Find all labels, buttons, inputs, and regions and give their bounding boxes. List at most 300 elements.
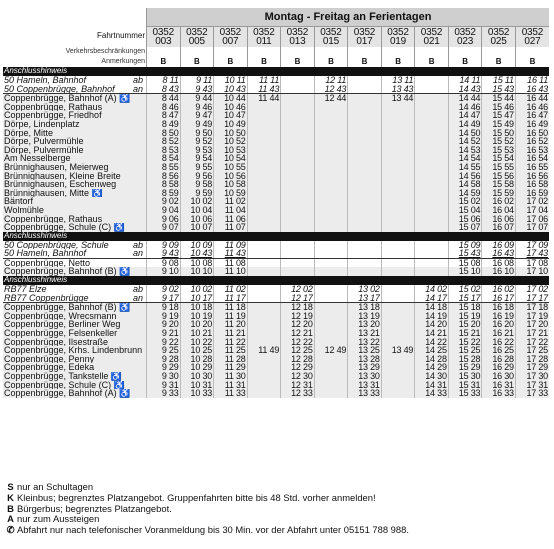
time-cell: 16 46 bbox=[515, 103, 549, 112]
note-cell: B bbox=[415, 57, 449, 67]
stop-name bbox=[3, 267, 147, 276]
note-cell: B bbox=[482, 57, 516, 67]
stop-name-text: Brünnighausen, Kleine Breite bbox=[4, 171, 121, 181]
time-cell bbox=[348, 189, 382, 198]
stop-name bbox=[3, 381, 147, 390]
time-cell: 14 28 bbox=[415, 355, 449, 364]
time-cell: 13 21 bbox=[348, 329, 382, 338]
time-cell bbox=[381, 163, 415, 172]
time-cell bbox=[281, 103, 315, 112]
time-cell bbox=[314, 172, 348, 181]
time-cell bbox=[415, 258, 449, 267]
trip-number-bottom: 023 bbox=[457, 36, 474, 47]
time-cell: 12 20 bbox=[281, 320, 315, 329]
time-cell bbox=[381, 154, 415, 163]
time-cell: 11 43 bbox=[214, 249, 248, 258]
time-cell: 15 46 bbox=[482, 103, 516, 112]
time-cell: 16 19 bbox=[482, 312, 516, 321]
time-cell bbox=[247, 180, 281, 189]
page-title: Montag - Freitag an Ferientagen bbox=[147, 8, 550, 27]
stop-row bbox=[3, 206, 549, 215]
time-cell: 10 09 bbox=[180, 241, 214, 250]
time-cell: 13 28 bbox=[348, 355, 382, 364]
time-cell: 10 59 bbox=[214, 189, 248, 198]
verkehr-cell bbox=[147, 47, 181, 57]
legend-text: Kleinbus; begrenztes Platzangebot. Gruppenfahrten bitte bis 48 Std. vorher anmelden! bbox=[17, 491, 376, 503]
time-cell: 15 21 bbox=[448, 329, 482, 338]
time-cell: 9 29 bbox=[147, 363, 181, 372]
legend-item bbox=[4, 525, 409, 536]
time-cell bbox=[314, 303, 348, 312]
time-cell: 16 20 bbox=[482, 320, 516, 329]
time-cell: 12 21 bbox=[281, 329, 315, 338]
time-cell: 11 30 bbox=[214, 372, 248, 381]
time-cell bbox=[348, 146, 382, 155]
time-cell: 11 07 bbox=[214, 223, 248, 232]
time-cell bbox=[281, 180, 315, 189]
timetable-sheet bbox=[3, 8, 549, 398]
time-cell bbox=[348, 120, 382, 129]
stop-name-text: RB77 Coppenbrügge bbox=[4, 293, 89, 303]
time-cell: 14 49 bbox=[448, 120, 482, 129]
connection-row bbox=[3, 241, 549, 250]
time-cell: 15 55 bbox=[482, 163, 516, 172]
time-cell: 9 17 bbox=[147, 294, 181, 303]
time-cell bbox=[281, 146, 315, 155]
time-cell bbox=[381, 294, 415, 303]
time-cell bbox=[348, 241, 382, 250]
time-cell: 10 17 bbox=[180, 294, 214, 303]
time-cell: 16 30 bbox=[482, 372, 516, 381]
time-cell bbox=[314, 294, 348, 303]
time-cell bbox=[247, 303, 281, 312]
note-cell: B bbox=[448, 57, 482, 67]
time-cell: 13 33 bbox=[348, 389, 382, 398]
time-cell bbox=[415, 180, 449, 189]
trip-number bbox=[381, 27, 415, 48]
time-cell bbox=[314, 206, 348, 215]
time-cell bbox=[381, 215, 415, 224]
time-cell: 17 28 bbox=[515, 355, 549, 364]
time-cell: 17 17 bbox=[515, 294, 549, 303]
time-cell bbox=[415, 154, 449, 163]
stop-name bbox=[3, 338, 147, 347]
time-cell bbox=[381, 111, 415, 120]
stop-name bbox=[3, 137, 147, 146]
time-cell: 14 19 bbox=[415, 312, 449, 321]
stop-row bbox=[3, 303, 549, 312]
time-cell: 13 30 bbox=[348, 372, 382, 381]
time-cell bbox=[415, 189, 449, 198]
stop-name bbox=[3, 389, 147, 398]
trip-number bbox=[348, 27, 382, 48]
time-cell: 11 22 bbox=[214, 338, 248, 347]
time-cell: 16 07 bbox=[482, 223, 516, 232]
stop-row bbox=[3, 189, 549, 198]
time-cell: 9 07 bbox=[147, 223, 181, 232]
legend-key: K bbox=[7, 491, 14, 503]
time-cell: 10 02 bbox=[180, 285, 214, 294]
time-cell: 16 02 bbox=[482, 285, 516, 294]
time-cell bbox=[348, 94, 382, 103]
time-cell: 12 28 bbox=[281, 355, 315, 364]
stop-name-text: RB77 Elze bbox=[4, 285, 47, 294]
time-cell: 10 29 bbox=[180, 363, 214, 372]
stop-row bbox=[3, 215, 549, 224]
time-cell: 16 29 bbox=[482, 363, 516, 372]
stop-name bbox=[3, 329, 147, 338]
stop-name-text: Coppenbrügge, Rathaus bbox=[4, 102, 103, 112]
time-cell: 15 49 bbox=[482, 120, 516, 129]
time-cell: 17 04 bbox=[515, 206, 549, 215]
time-cell bbox=[247, 338, 281, 347]
arr-dep-marker: an bbox=[132, 293, 143, 303]
time-cell: 16 44 bbox=[515, 94, 549, 103]
time-cell: 13 25 bbox=[348, 346, 382, 355]
time-cell bbox=[314, 372, 348, 381]
time-cell: 14 29 bbox=[415, 363, 449, 372]
stop-name bbox=[3, 111, 147, 120]
time-cell: 13 20 bbox=[348, 320, 382, 329]
time-cell: 14 20 bbox=[415, 320, 449, 329]
arr-dep-marker: an bbox=[132, 84, 143, 94]
verkehr-cell bbox=[314, 47, 348, 57]
time-cell: 14 22 bbox=[415, 338, 449, 347]
time-cell bbox=[348, 85, 382, 94]
time-cell: 14 18 bbox=[415, 303, 449, 312]
note-cell: B bbox=[281, 57, 315, 67]
stop-name-text: Coppenbrügge, Schule (C) ♿ bbox=[4, 380, 125, 390]
time-cell: 16 59 bbox=[515, 189, 549, 198]
stop-row bbox=[3, 346, 549, 355]
time-cell bbox=[247, 241, 281, 250]
time-cell: 16 49 bbox=[515, 120, 549, 129]
stop-name-text: 50 Hameln, Bahnhof bbox=[4, 249, 87, 259]
time-cell: 16 55 bbox=[515, 163, 549, 172]
time-cell: 12 18 bbox=[281, 303, 315, 312]
trip-number-top: 0352 bbox=[487, 27, 510, 38]
verkehr-cell bbox=[415, 47, 449, 57]
title-blank bbox=[3, 8, 147, 27]
time-cell: 15 19 bbox=[448, 312, 482, 321]
time-cell: 15 30 bbox=[448, 372, 482, 381]
time-cell bbox=[348, 163, 382, 172]
time-cell: 10 21 bbox=[180, 329, 214, 338]
time-cell: 10 31 bbox=[180, 381, 214, 390]
time-cell: 16 52 bbox=[515, 137, 549, 146]
time-cell: 9 43 bbox=[180, 85, 214, 94]
trip-number-top: 0352 bbox=[353, 27, 376, 38]
time-cell: 10 55 bbox=[214, 163, 248, 172]
time-cell bbox=[281, 249, 315, 258]
time-cell: 10 53 bbox=[214, 146, 248, 155]
trip-number-top: 0352 bbox=[521, 27, 544, 38]
verkehr-cell bbox=[214, 47, 248, 57]
time-cell bbox=[247, 372, 281, 381]
time-cell: 16 04 bbox=[482, 206, 516, 215]
note-cell: B bbox=[381, 57, 415, 67]
legend-key: A bbox=[7, 513, 14, 525]
time-cell bbox=[381, 172, 415, 181]
stop-name-text: 50 Hameln, Bahnhof bbox=[4, 76, 87, 85]
time-cell: 9 02 bbox=[147, 285, 181, 294]
time-cell bbox=[415, 103, 449, 112]
time-cell: 8 43 bbox=[147, 85, 181, 94]
time-cell: 13 17 bbox=[348, 294, 382, 303]
stop-name-text: Coppenbrügge, Bahnhof (A) ♿ bbox=[4, 389, 131, 398]
time-cell: 15 10 bbox=[448, 267, 482, 276]
time-cell: 15 20 bbox=[448, 320, 482, 329]
time-cell: 16 31 bbox=[482, 381, 516, 390]
note-cell: B bbox=[247, 57, 281, 67]
trip-number-top: 0352 bbox=[186, 27, 208, 38]
connection-band bbox=[3, 276, 549, 285]
time-cell bbox=[314, 267, 348, 276]
stop-name bbox=[3, 154, 147, 163]
time-cell: 16 43 bbox=[482, 249, 516, 258]
trip-number-bottom: 021 bbox=[423, 36, 440, 47]
trip-number-bottom: 011 bbox=[256, 36, 272, 47]
note-cell: B bbox=[180, 57, 214, 67]
time-cell: 13 19 bbox=[348, 312, 382, 321]
time-cell bbox=[348, 76, 382, 85]
time-cell bbox=[247, 197, 281, 206]
time-cell: 10 22 bbox=[180, 338, 214, 347]
time-cell bbox=[381, 258, 415, 267]
time-cell: 8 11 bbox=[147, 76, 181, 85]
time-cell: 15 59 bbox=[482, 189, 516, 198]
stop-name-text: Coppenbrügge, Berliner Weg bbox=[4, 320, 121, 330]
time-cell: 10 08 bbox=[180, 258, 214, 267]
time-cell: 15 25 bbox=[448, 346, 482, 355]
time-cell bbox=[314, 111, 348, 120]
time-cell: 13 49 bbox=[381, 346, 415, 355]
stop-name-text: Coppenbrügge, Ilsestraße bbox=[4, 337, 109, 347]
stop-name bbox=[3, 172, 147, 181]
time-cell bbox=[281, 206, 315, 215]
stop-name bbox=[3, 103, 147, 112]
verkehr-cell bbox=[515, 47, 549, 57]
time-cell bbox=[314, 389, 348, 398]
time-cell: 17 19 bbox=[515, 312, 549, 321]
time-cell bbox=[281, 120, 315, 129]
time-cell bbox=[281, 76, 315, 85]
time-cell bbox=[415, 197, 449, 206]
time-cell: 16 17 bbox=[482, 294, 516, 303]
time-cell: 11 17 bbox=[214, 294, 248, 303]
time-cell: 11 10 bbox=[214, 267, 248, 276]
time-cell: 9 52 bbox=[180, 137, 214, 146]
stop-row bbox=[3, 103, 549, 112]
time-cell: 10 28 bbox=[180, 355, 214, 364]
time-cell bbox=[314, 215, 348, 224]
time-cell: 9 47 bbox=[180, 111, 214, 120]
time-cell bbox=[415, 111, 449, 120]
time-cell bbox=[381, 285, 415, 294]
time-cell: 9 33 bbox=[147, 389, 181, 398]
time-cell: 11 06 bbox=[214, 215, 248, 224]
time-cell: 11 21 bbox=[214, 329, 248, 338]
time-cell bbox=[281, 223, 315, 232]
time-cell: 10 02 bbox=[180, 197, 214, 206]
stop-row bbox=[3, 258, 549, 267]
time-cell bbox=[348, 111, 382, 120]
time-cell: 17 33 bbox=[515, 389, 549, 398]
trip-number-top: 0352 bbox=[420, 27, 443, 38]
connection-band bbox=[3, 232, 549, 241]
arr-dep-marker: ab bbox=[132, 285, 143, 294]
time-cell bbox=[314, 163, 348, 172]
time-cell: 11 11 bbox=[247, 76, 281, 85]
trip-number bbox=[147, 27, 181, 48]
time-cell: 10 18 bbox=[180, 303, 214, 312]
time-cell bbox=[247, 146, 281, 155]
time-cell: 14 17 bbox=[415, 294, 449, 303]
legend-key: B bbox=[7, 502, 14, 514]
time-cell: 17 29 bbox=[515, 363, 549, 372]
time-cell: 9 50 bbox=[180, 129, 214, 138]
stop-row bbox=[3, 129, 549, 138]
trip-number bbox=[448, 27, 482, 48]
stop-name-text: Coppenbrügge, Bahnhof (B) ♿ bbox=[4, 302, 131, 312]
stop-row bbox=[3, 372, 549, 381]
time-cell: 11 29 bbox=[214, 363, 248, 372]
stop-row bbox=[3, 111, 549, 120]
time-cell bbox=[247, 223, 281, 232]
stop-row bbox=[3, 172, 549, 181]
time-cell bbox=[415, 215, 449, 224]
time-cell bbox=[381, 103, 415, 112]
time-cell: 15 02 bbox=[448, 285, 482, 294]
time-cell: 8 47 bbox=[147, 111, 181, 120]
time-cell: 9 31 bbox=[147, 381, 181, 390]
time-cell: 9 28 bbox=[147, 355, 181, 364]
time-cell: 12 17 bbox=[281, 294, 315, 303]
stop-name-text: Brünnighausen, Mitte ♿ bbox=[4, 188, 103, 198]
stop-name bbox=[3, 189, 147, 198]
stop-name bbox=[3, 94, 147, 103]
time-cell bbox=[415, 206, 449, 215]
stop-name bbox=[3, 146, 147, 155]
trip-number bbox=[214, 27, 248, 48]
time-cell: 15 28 bbox=[448, 355, 482, 364]
time-cell bbox=[415, 146, 449, 155]
time-cell: 11 09 bbox=[214, 241, 248, 250]
trip-number-top: 0352 bbox=[219, 27, 242, 38]
stop-name-text: Dörpe, Lindenplatz bbox=[4, 119, 80, 129]
time-cell: 13 43 bbox=[381, 85, 415, 94]
time-cell: 9 21 bbox=[147, 329, 181, 338]
time-cell bbox=[247, 285, 281, 294]
time-cell: 12 29 bbox=[281, 363, 315, 372]
time-cell bbox=[415, 94, 449, 103]
time-cell bbox=[348, 129, 382, 138]
time-cell: 17 30 bbox=[515, 372, 549, 381]
connection-row bbox=[3, 294, 549, 303]
time-cell: 14 30 bbox=[415, 372, 449, 381]
time-cell: 10 47 bbox=[214, 111, 248, 120]
time-cell bbox=[247, 206, 281, 215]
stop-name-text: Coppenbrügge, Edeka bbox=[4, 363, 95, 372]
trip-number bbox=[415, 27, 449, 48]
time-cell: 10 49 bbox=[214, 120, 248, 129]
verkehr-cell bbox=[348, 47, 382, 57]
time-cell bbox=[348, 258, 382, 267]
time-cell bbox=[415, 137, 449, 146]
stop-name-text: Coppenbrügge, Wrecsmann bbox=[4, 311, 117, 321]
time-cell: 9 11 bbox=[180, 76, 214, 85]
time-cell bbox=[281, 94, 315, 103]
stop-name bbox=[3, 129, 147, 138]
stop-row bbox=[3, 154, 549, 163]
time-cell bbox=[415, 120, 449, 129]
time-cell: 15 07 bbox=[448, 223, 482, 232]
trip-number-top: 0352 bbox=[152, 27, 174, 38]
time-cell: 15 29 bbox=[448, 363, 482, 372]
time-cell: 17 02 bbox=[515, 197, 549, 206]
time-cell bbox=[381, 120, 415, 129]
stop-name-text: Coppenbrügge, Bahnhof (B) ♿ bbox=[4, 267, 131, 277]
connection-hint: Anschlusshinweis bbox=[3, 276, 549, 285]
time-cell bbox=[281, 267, 315, 276]
trip-number bbox=[515, 27, 549, 48]
time-cell bbox=[247, 329, 281, 338]
legend-text: Abfahrt nur nach telefonischer Voranmeldung bis 30 Min. vor der Abfahrt unter 05151 788 988. bbox=[17, 524, 409, 536]
time-cell bbox=[314, 146, 348, 155]
time-cell bbox=[281, 137, 315, 146]
time-cell: 14 33 bbox=[415, 389, 449, 398]
stop-name-text: Bäntorf bbox=[4, 197, 34, 206]
time-cell: 10 43 bbox=[180, 249, 214, 258]
time-cell: 9 06 bbox=[147, 215, 181, 224]
time-cell bbox=[381, 389, 415, 398]
stop-name-text: Brünnighausen, Eschenweg bbox=[4, 180, 117, 189]
time-cell bbox=[314, 180, 348, 189]
time-cell: 8 55 bbox=[147, 163, 181, 172]
time-cell: 9 04 bbox=[147, 206, 181, 215]
stop-name bbox=[3, 85, 147, 94]
time-cell: 11 18 bbox=[214, 303, 248, 312]
connection-row bbox=[3, 285, 549, 294]
time-cell bbox=[381, 146, 415, 155]
fahrtnummer-label: Fahrtnummer bbox=[96, 31, 145, 41]
time-cell: 11 49 bbox=[247, 346, 281, 355]
time-cell bbox=[247, 381, 281, 390]
time-cell: 11 04 bbox=[214, 206, 248, 215]
time-cell: 14 54 bbox=[448, 154, 482, 163]
time-cell: 8 56 bbox=[147, 172, 181, 181]
time-cell bbox=[348, 249, 382, 258]
stop-row bbox=[3, 223, 549, 232]
time-cell: 14 50 bbox=[448, 129, 482, 138]
stop-row bbox=[3, 355, 549, 364]
time-cell: 14 25 bbox=[415, 346, 449, 355]
time-cell bbox=[314, 223, 348, 232]
trip-number-bottom: 015 bbox=[322, 36, 339, 47]
trip-number-bottom: 025 bbox=[490, 36, 507, 47]
time-cell: 12 02 bbox=[281, 285, 315, 294]
time-cell: 10 46 bbox=[214, 103, 248, 112]
stop-name-text: Dörpe, Pulvermühle bbox=[4, 145, 84, 155]
time-cell: 13 31 bbox=[348, 381, 382, 390]
time-cell: 16 18 bbox=[482, 303, 516, 312]
time-cell bbox=[281, 154, 315, 163]
time-cell: 11 20 bbox=[214, 320, 248, 329]
time-cell: 10 20 bbox=[180, 320, 214, 329]
time-cell: 12 43 bbox=[314, 85, 348, 94]
time-cell bbox=[348, 180, 382, 189]
time-cell: 16 47 bbox=[515, 111, 549, 120]
